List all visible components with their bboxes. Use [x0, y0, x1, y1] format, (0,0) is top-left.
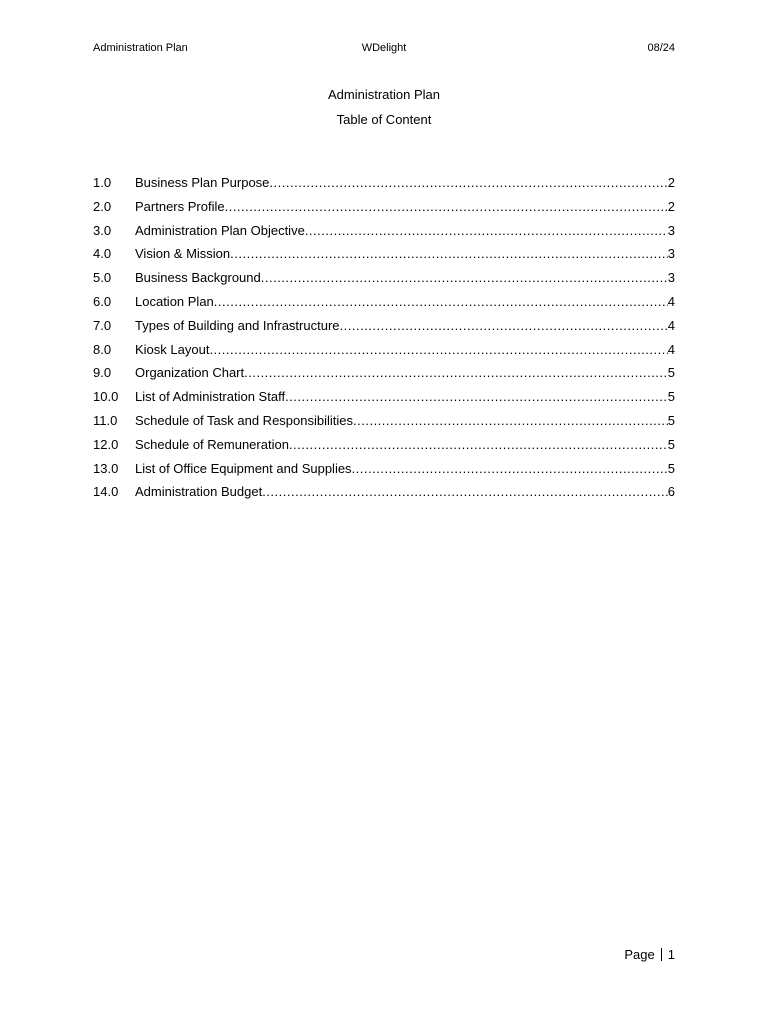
- toc-entry-page: 3: [667, 270, 675, 286]
- toc-entry-number: 9.0: [93, 365, 112, 381]
- toc-leader-dots: [285, 389, 668, 404]
- toc-heading: Table of Content: [336, 112, 432, 127]
- toc-entry-number: 13.0: [93, 460, 119, 476]
- toc-leader-dots: [305, 223, 668, 238]
- toc-entry-title: List of Office Equipment and Supplies: [135, 460, 352, 476]
- toc-entry[interactable]: [93, 246, 675, 270]
- toc-leader-dots: [230, 246, 668, 261]
- toc-entry-title: Schedule of Remuneration: [135, 436, 289, 452]
- toc-leader-dots: [340, 318, 668, 333]
- header-left-text: Administration Plan: [93, 42, 188, 54]
- toc-entry-number: 14.0: [93, 484, 119, 500]
- toc-leader-dots: [244, 365, 668, 380]
- toc-entry-title: Administration Plan Objective: [135, 222, 305, 238]
- toc-entry-number: 11.0: [93, 412, 118, 428]
- toc-entry-page: 5: [667, 436, 675, 452]
- toc-entry-page: 3: [667, 246, 675, 262]
- toc-leader-dots: [353, 413, 668, 428]
- toc-entry-number: 4.0: [93, 246, 112, 262]
- toc-entry-number: 5.0: [93, 270, 112, 286]
- toc-entry-title: Schedule of Task and Responsibilities: [135, 412, 354, 428]
- toc-entry-number: 3.0: [93, 222, 112, 238]
- toc-entry-title: Organization Chart: [135, 365, 245, 381]
- toc-entry[interactable]: [93, 389, 675, 413]
- toc-entry-page: 6: [667, 484, 675, 500]
- toc-entry[interactable]: [93, 437, 675, 461]
- toc-entry[interactable]: [93, 223, 675, 247]
- header-center-text: WDelight: [361, 42, 407, 54]
- toc-leader-dots: [262, 484, 668, 499]
- toc-entry-title: Types of Building and Infrastructure: [135, 317, 340, 333]
- toc-entry[interactable]: [93, 365, 675, 389]
- toc-entry-number: 2.0: [93, 198, 112, 214]
- toc-entry-title: Administration Budget: [135, 484, 263, 500]
- toc-entry-page: 4: [667, 341, 675, 357]
- toc-entry[interactable]: [93, 318, 675, 342]
- toc-entry-page: 3: [667, 222, 675, 238]
- toc-entry-number: 10.0: [93, 389, 119, 405]
- page-number-separator: [661, 948, 662, 961]
- toc-entry-number: 1.0: [93, 175, 112, 190]
- toc-entry[interactable]: [93, 413, 675, 437]
- toc-entry[interactable]: [93, 294, 675, 318]
- toc-leader-dots: [261, 270, 668, 285]
- toc-entry[interactable]: [93, 199, 675, 223]
- toc-entry-title: List of Administration Staff: [135, 389, 286, 405]
- toc-entry-number: 12.0: [93, 436, 119, 452]
- toc-entry-title: Business Plan Purpose: [135, 175, 270, 190]
- toc-entry-page: 5: [667, 412, 675, 428]
- page-number: 1: [667, 947, 675, 962]
- toc-entry-number: 8.0: [93, 341, 112, 357]
- toc-entry[interactable]: [93, 484, 675, 508]
- toc-leader-dots: [225, 199, 668, 214]
- toc-entry[interactable]: [93, 270, 675, 294]
- toc-leader-dots: [289, 437, 668, 452]
- toc-entry-page: 5: [667, 365, 675, 381]
- toc-entry-title: Business Background: [135, 270, 261, 286]
- toc-entry[interactable]: [93, 342, 675, 366]
- toc-leader-dots: [209, 342, 667, 357]
- toc-entry[interactable]: [93, 461, 675, 485]
- page-label: Page: [624, 947, 655, 962]
- toc-entry-title: Kiosk Layout: [135, 341, 210, 357]
- toc-entry-page: 4: [667, 317, 675, 333]
- toc-entry-number: 6.0: [93, 293, 112, 309]
- toc-leader-dots: [214, 294, 668, 309]
- page-header: [93, 42, 675, 58]
- toc-entry-page: 2: [667, 175, 675, 190]
- table-of-contents: [93, 175, 675, 508]
- toc-entry-number: 7.0: [93, 317, 112, 333]
- toc-entry-title: Vision & Mission: [135, 246, 231, 262]
- toc-entry-title: Partners Profile: [135, 198, 225, 214]
- toc-entry[interactable]: [93, 175, 675, 199]
- toc-entry-page: 5: [667, 389, 675, 405]
- document-title: Administration Plan: [328, 87, 440, 102]
- header-date: 08/24: [647, 42, 675, 54]
- toc-entry-page: 2: [667, 198, 675, 214]
- toc-leader-dots: [269, 175, 667, 190]
- page-footer: [624, 947, 675, 962]
- toc-leader-dots: [352, 461, 668, 476]
- toc-entry-page: 4: [667, 293, 675, 309]
- toc-entry-title: Location Plan: [135, 293, 214, 309]
- toc-entry-page: 5: [667, 460, 675, 476]
